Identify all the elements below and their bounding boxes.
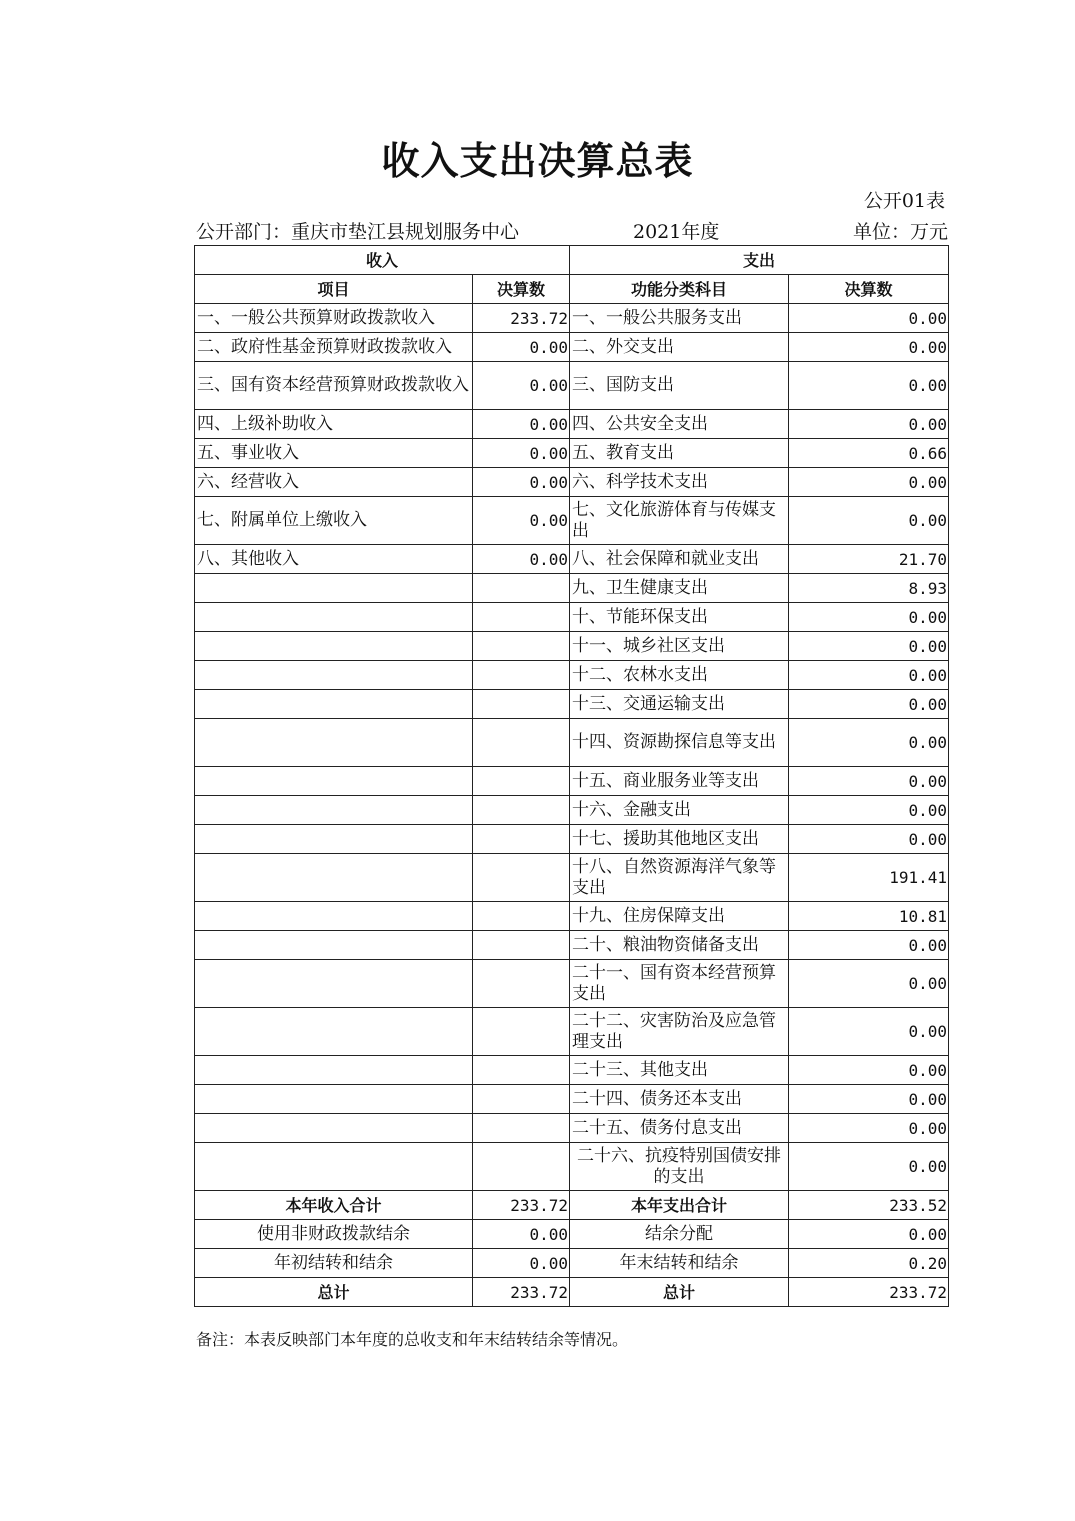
income-item-cell <box>195 1143 473 1191</box>
table-row <box>195 960 949 1008</box>
expense-item-cell: 二十二、灾害防治及应急管理支出 <box>570 1008 789 1056</box>
summary-expense-label: 本年支出合计 <box>570 1191 789 1220</box>
income-amount-cell <box>473 902 570 931</box>
expense-item-cell: 一、一般公共服务支出 <box>570 304 789 333</box>
income-amount-cell <box>473 690 570 719</box>
expense-item-cell: 十四、资源勘探信息等支出 <box>570 719 789 767</box>
summary-expense-label: 总计 <box>570 1278 789 1307</box>
income-amount-cell: 233.72 <box>473 304 570 333</box>
income-amount-cell <box>473 661 570 690</box>
summary-income-label: 使用非财政拨款结余 <box>195 1220 473 1249</box>
summary-income-amount: 0.00 <box>473 1220 570 1249</box>
table-row <box>195 854 949 902</box>
summary-income-amount: 0.00 <box>473 1249 570 1278</box>
expense-amount-cell: 0.00 <box>789 1085 949 1114</box>
income-item-cell: 四、上级补助收入 <box>195 410 473 439</box>
expense-amount-cell: 0.00 <box>789 1143 949 1191</box>
expense-item-cell: 三、国防支出 <box>570 362 789 410</box>
department-label: 公开部门：重庆市垫江县规划服务中心 <box>196 221 520 243</box>
summary-row <box>195 1278 949 1307</box>
income-amount-cell <box>473 1008 570 1056</box>
table-row <box>195 410 949 439</box>
income-amount-cell <box>473 632 570 661</box>
expense-item-cell: 二十三、其他支出 <box>570 1056 789 1085</box>
income-amount-cell <box>473 574 570 603</box>
expense-amount-cell: 0.00 <box>789 497 949 545</box>
income-item-cell <box>195 767 473 796</box>
expense-item-cell: 十五、商业服务业等支出 <box>570 767 789 796</box>
summary-income-amount: 233.72 <box>473 1278 570 1307</box>
expense-item-cell: 八、社会保障和就业支出 <box>570 545 789 574</box>
expense-item-cell: 二十四、债务还本支出 <box>570 1085 789 1114</box>
income-item-cell <box>195 603 473 632</box>
income-amount-cell <box>473 1114 570 1143</box>
table-row <box>195 439 949 468</box>
summary-row <box>195 1249 949 1278</box>
income-item-cell <box>195 1114 473 1143</box>
income-item-cell: 六、经营收入 <box>195 468 473 497</box>
table-row <box>195 767 949 796</box>
income-item-cell: 五、事业收入 <box>195 439 473 468</box>
income-amount-cell: 0.00 <box>473 468 570 497</box>
category-header: 功能分类科目 <box>570 275 789 304</box>
income-item-cell: 二、政府性基金预算财政拨款收入 <box>195 333 473 362</box>
expense-item-cell: 九、卫生健康支出 <box>570 574 789 603</box>
table-row <box>195 1085 949 1114</box>
income-item-cell <box>195 1085 473 1114</box>
expense-amount-cell: 0.00 <box>789 632 949 661</box>
income-amount-cell <box>473 796 570 825</box>
expense-amount-cell: 8.93 <box>789 574 949 603</box>
expense-item-cell: 五、教育支出 <box>570 439 789 468</box>
expense-item-cell: 十七、援助其他地区支出 <box>570 825 789 854</box>
income-amount-cell: 0.00 <box>473 362 570 410</box>
summary-expense-amount: 233.52 <box>789 1191 949 1220</box>
expense-amount-cell: 0.00 <box>789 410 949 439</box>
expense-amount-cell: 21.70 <box>789 545 949 574</box>
income-item-cell <box>195 1008 473 1056</box>
expense-amount-cell: 10.81 <box>789 902 949 931</box>
income-amount-cell <box>473 1085 570 1114</box>
table-row <box>195 825 949 854</box>
summary-income-label: 总计 <box>195 1278 473 1307</box>
amount-header-expense: 决算数 <box>789 275 949 304</box>
table-row <box>195 1008 949 1056</box>
income-item-cell <box>195 1056 473 1085</box>
income-amount-cell: 0.00 <box>473 333 570 362</box>
expense-amount-cell: 0.00 <box>789 333 949 362</box>
expense-amount-cell: 0.00 <box>789 603 949 632</box>
table-row <box>195 497 949 545</box>
expense-amount-cell: 0.66 <box>789 439 949 468</box>
meta-line <box>196 217 948 245</box>
income-item-cell <box>195 796 473 825</box>
income-amount-cell <box>473 931 570 960</box>
income-item-cell: 七、附属单位上缴收入 <box>195 497 473 545</box>
table-row <box>195 931 949 960</box>
expense-item-cell: 十、节能环保支出 <box>570 603 789 632</box>
income-header: 收入 <box>195 246 570 275</box>
income-amount-cell <box>473 1143 570 1191</box>
income-item-cell <box>195 931 473 960</box>
expense-amount-cell: 0.00 <box>789 960 949 1008</box>
expense-amount-cell: 0.00 <box>789 690 949 719</box>
expense-item-cell: 二十一、国有资本经营预算支出 <box>570 960 789 1008</box>
income-item-cell: 一、一般公共预算财政拨款收入 <box>195 304 473 333</box>
page-title: 收入支出决算总表 <box>381 139 694 183</box>
expense-amount-cell: 0.00 <box>789 1114 949 1143</box>
expense-amount-cell: 0.00 <box>789 767 949 796</box>
income-amount-cell: 0.00 <box>473 439 570 468</box>
table-row <box>195 545 949 574</box>
table-row <box>195 603 949 632</box>
income-amount-cell: 0.00 <box>473 410 570 439</box>
income-item-cell: 三、国有资本经营预算财政拨款收入 <box>195 362 473 410</box>
expense-item-cell: 十一、城乡社区支出 <box>570 632 789 661</box>
amount-header-income: 决算数 <box>473 275 570 304</box>
expense-header: 支出 <box>570 246 949 275</box>
expense-amount-cell: 0.00 <box>789 304 949 333</box>
expense-item-cell: 七、文化旅游体育与传媒支出 <box>570 497 789 545</box>
table-row <box>195 304 949 333</box>
income-amount-cell <box>473 719 570 767</box>
table-row <box>195 362 949 410</box>
income-item-cell <box>195 902 473 931</box>
expense-amount-cell: 0.00 <box>789 719 949 767</box>
expense-item-cell: 十六、金融支出 <box>570 796 789 825</box>
expense-item-cell: 二十六、抗疫特别国债安排的支出 <box>570 1143 789 1191</box>
budget-table <box>194 245 949 1307</box>
income-amount-cell <box>473 767 570 796</box>
expense-amount-cell: 0.00 <box>789 362 949 410</box>
expense-amount-cell: 0.00 <box>789 825 949 854</box>
income-amount-cell: 0.00 <box>473 497 570 545</box>
income-item-cell: 八、其他收入 <box>195 545 473 574</box>
table-row <box>195 690 949 719</box>
expense-item-cell: 二、外交支出 <box>570 333 789 362</box>
footnote: 备注：本表反映部门本年度的总收支和年末结转结余等情况。 <box>196 1330 629 1349</box>
year-label: 2021年度 <box>633 221 720 243</box>
income-amount-cell <box>473 960 570 1008</box>
income-item-cell <box>195 632 473 661</box>
unit-label: 单位：万元 <box>852 221 948 243</box>
expense-amount-cell: 0.00 <box>789 661 949 690</box>
expense-item-cell: 二十五、债务付息支出 <box>570 1114 789 1143</box>
table-row <box>195 1143 949 1191</box>
expense-item-cell: 十三、交通运输支出 <box>570 690 789 719</box>
summary-row <box>195 1191 949 1220</box>
income-item-cell <box>195 960 473 1008</box>
expense-amount-cell: 0.00 <box>789 1056 949 1085</box>
form-number: 公开01表 <box>863 190 945 212</box>
income-item-cell <box>195 690 473 719</box>
expense-amount-cell: 0.00 <box>789 796 949 825</box>
table-row <box>195 574 949 603</box>
item-header: 项目 <box>195 275 473 304</box>
income-item-cell <box>195 854 473 902</box>
summary-row <box>195 1220 949 1249</box>
table-row <box>195 333 949 362</box>
expense-item-cell: 十二、农林水支出 <box>570 661 789 690</box>
table-row <box>195 902 949 931</box>
income-item-cell <box>195 719 473 767</box>
income-amount-cell <box>473 825 570 854</box>
table-row <box>195 632 949 661</box>
table-row <box>195 796 949 825</box>
summary-expense-label: 结余分配 <box>570 1220 789 1249</box>
summary-income-label: 本年收入合计 <box>195 1191 473 1220</box>
summary-income-amount: 233.72 <box>473 1191 570 1220</box>
income-item-cell <box>195 825 473 854</box>
income-amount-cell <box>473 854 570 902</box>
expense-item-cell: 十九、住房保障支出 <box>570 902 789 931</box>
expense-amount-cell: 191.41 <box>789 854 949 902</box>
expense-item-cell: 十八、自然资源海洋气象等支出 <box>570 854 789 902</box>
expense-item-cell: 二十、粮油物资储备支出 <box>570 931 789 960</box>
summary-expense-label: 年末结转和结余 <box>570 1249 789 1278</box>
expense-amount-cell: 0.00 <box>789 931 949 960</box>
summary-expense-amount: 233.72 <box>789 1278 949 1307</box>
table-row <box>195 468 949 497</box>
table-row <box>195 1056 949 1085</box>
income-item-cell <box>195 661 473 690</box>
table-row <box>195 719 949 767</box>
summary-income-label: 年初结转和结余 <box>195 1249 473 1278</box>
expense-amount-cell: 0.00 <box>789 1008 949 1056</box>
expense-amount-cell: 0.00 <box>789 468 949 497</box>
expense-item-cell: 四、公共安全支出 <box>570 410 789 439</box>
summary-expense-amount: 0.00 <box>789 1220 949 1249</box>
expense-item-cell: 六、科学技术支出 <box>570 468 789 497</box>
income-amount-cell: 0.00 <box>473 545 570 574</box>
income-item-cell <box>195 574 473 603</box>
table-row <box>195 661 949 690</box>
table-row <box>195 1114 949 1143</box>
income-amount-cell <box>473 603 570 632</box>
summary-expense-amount: 0.20 <box>789 1249 949 1278</box>
income-amount-cell <box>473 1056 570 1085</box>
